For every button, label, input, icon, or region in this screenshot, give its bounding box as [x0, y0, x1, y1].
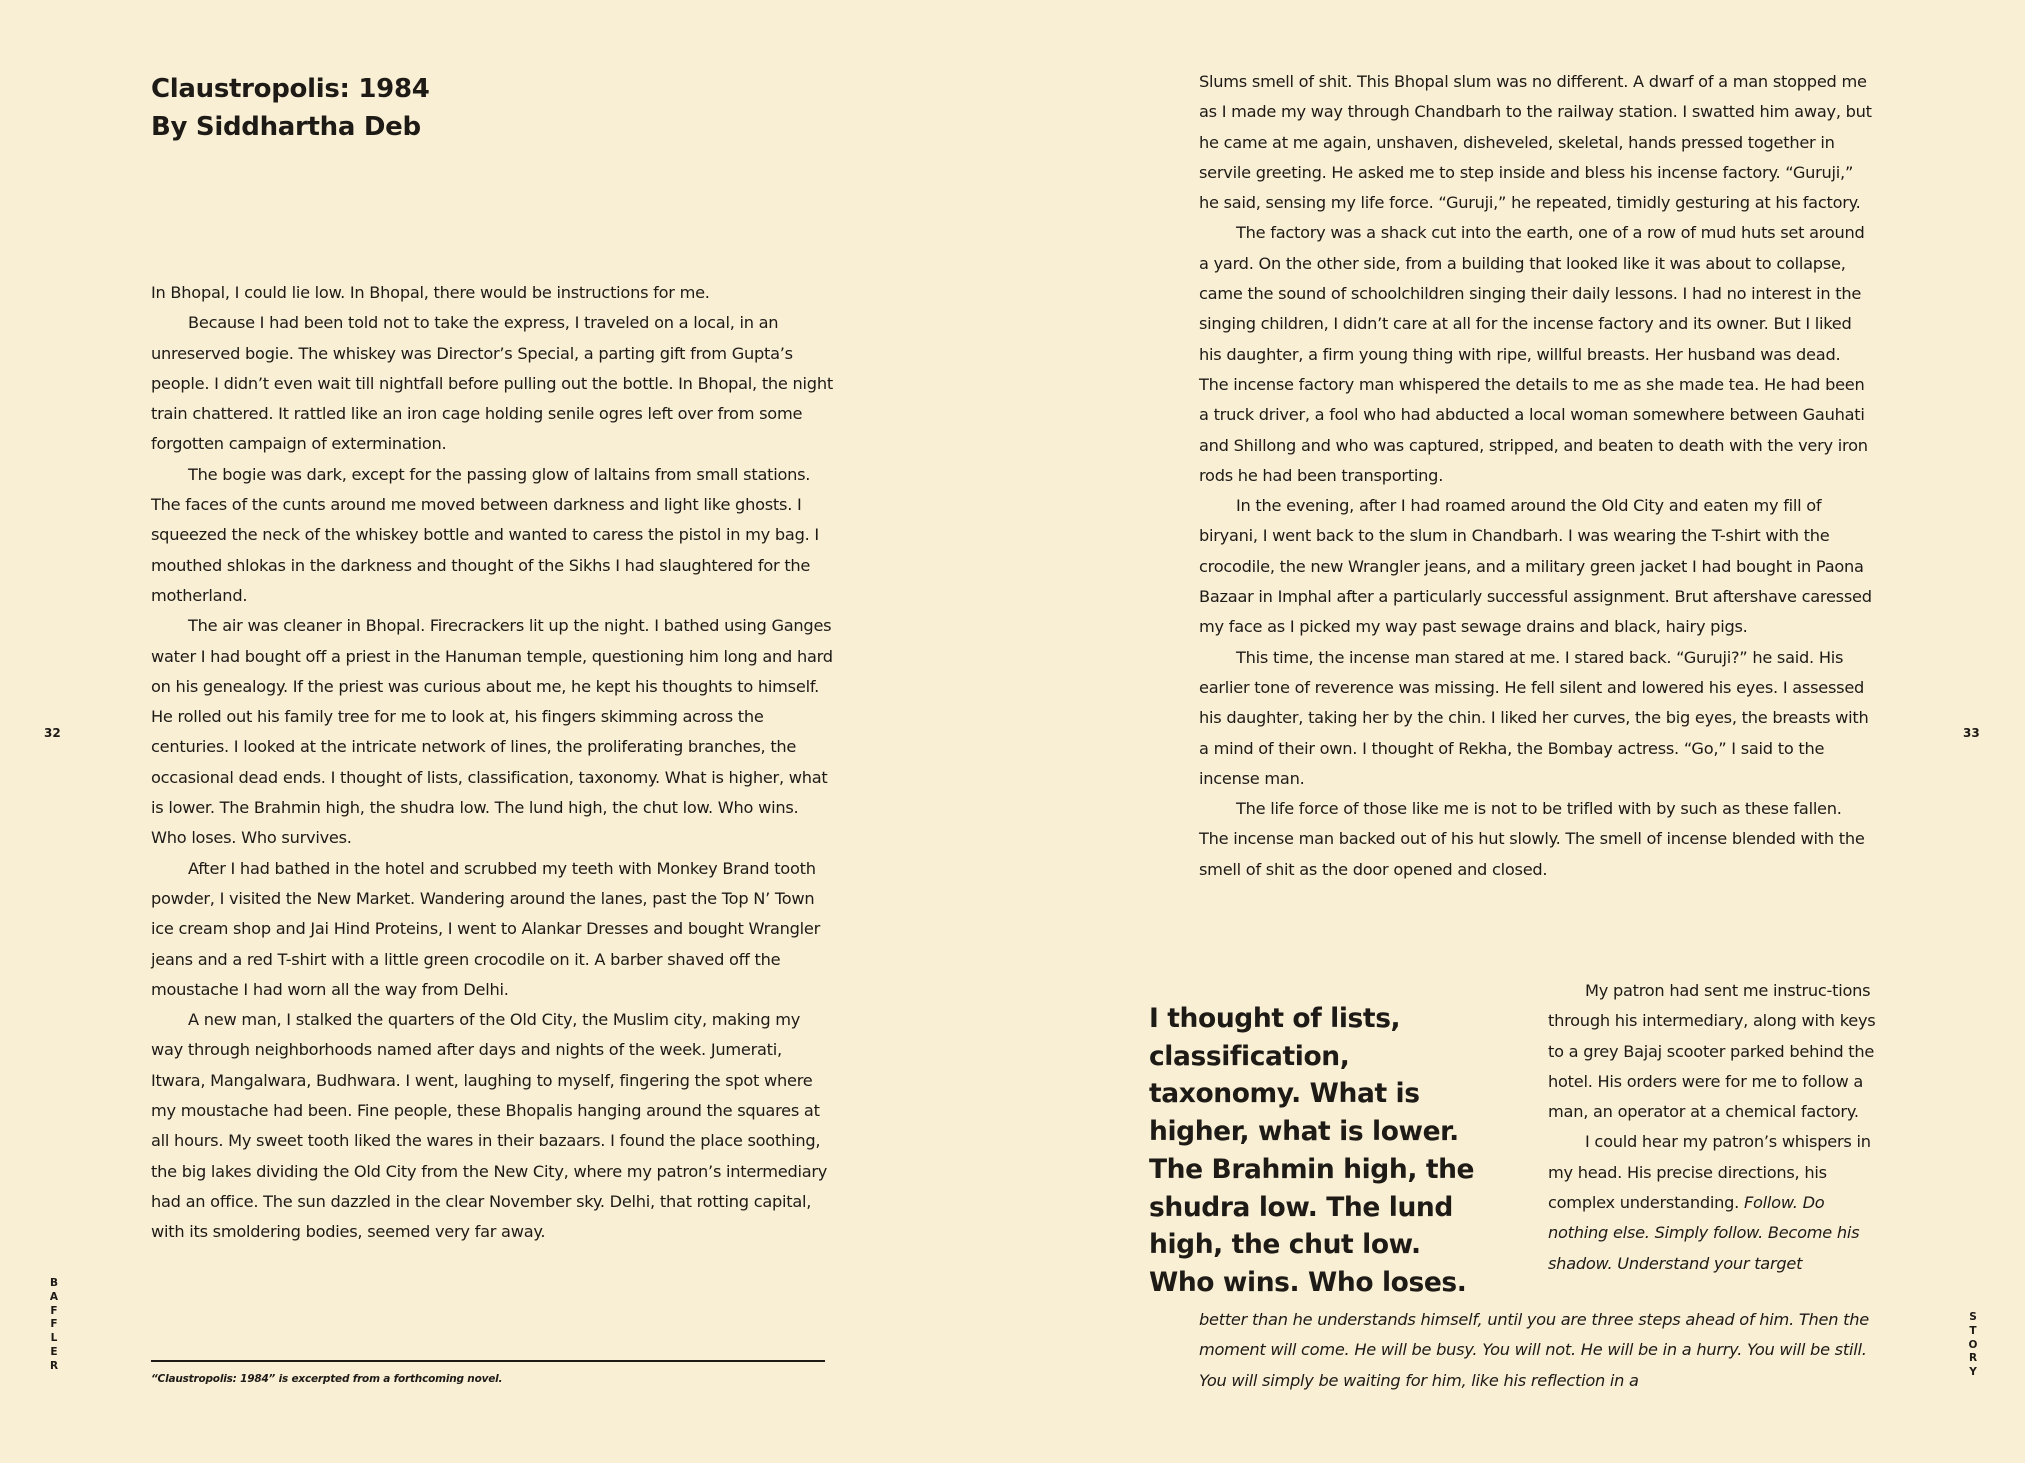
paragraph: In Bhopal, I could lie low. In Bhopal, there would be instructions for me. — [151, 283, 710, 302]
paragraph: Because I had been told not to take the express, I traveled on a local, in an unreserved bogie. The whiskey was Director’s Special, a parting gift from Gupta’s people. I didn’t even wait till nightfall before pulling out the bottle. In Bhopal, the night train chattered. It rattled like an iron cage holding senile ogres left over from some forgotten campaign of extermination. — [151, 313, 833, 454]
paragraph: The bogie was dark, except for the passing glow of laltains from small stations. The faces of the cunts around me moved between darkness and light like ghosts. I squeezed the neck of the whiskey bottle and wanted to caress the pistol in my bag. I mouthed shlokas in the darkness and thought of the Sikhs I had slaughtered for the motherland. — [151, 464, 819, 605]
narrow-column-body — [1548, 976, 1878, 1279]
footnote: “Claustropolis: 1984” is excerpted from a forthcoming novel. — [151, 1373, 503, 1385]
paragraph: The life force of those like me is not to be trifled with by such as these fallen. The incense man backed out of his hut slowly. The smell of incense blended with the smell of shit as the door opened and closed. — [1199, 799, 1865, 879]
running-head-letter: L — [50, 1332, 58, 1345]
footnote-rule — [151, 1360, 825, 1362]
page-number-left: 32 — [44, 726, 61, 740]
paragraph: After I had bathed in the hotel and scrubbed my teeth with Monkey Brand tooth powder, I visited the New Market. Wandering around the lanes, past the Top N’ Town ice cream shop and Jai Hind Proteins, I went to Alankar Dresses and bought Wrangler jeans and a red T-shirt with a little green crocodile on it. A barber shaved off the moustache I had worn all the way from Delhi. — [151, 858, 821, 999]
paragraph: This time, the incense man stared at me. I stared back. “Guruji?” he said. His earlier tone of reverence was missing. He fell silent and lowered his eyes. I assessed his daughter, taking her by the chin. I liked her curves, the big eyes, the breasts with a mind of their own. I thought of Rekha, the Bombay actress. “Go,” I said to the incense man. — [1199, 647, 1869, 788]
paragraph: In the evening, after I had roamed around the Old City and eaten my fill of biryani, I went back to the slum in Chandbarh. I was wearing the T-shirt with the crocodile, the new Wrangler jeans, and a military green jacket I had bought in Paona Bazaar in Imphal after a particularly successful assignment. Brut aftershave caressed my face as I picked my way past sewage drains and black, hairy pigs. — [1199, 496, 1872, 637]
running-head-letter: F — [50, 1318, 58, 1331]
running-head-letter: A — [49, 1290, 59, 1303]
paragraph-roman-text: I could hear my patron’s whispers in my head. His precise directions, his complex understanding. — [1548, 1132, 1871, 1213]
running-head-letter: R — [1968, 1352, 1978, 1365]
paragraph: The factory was a shack cut into the earth, one of a row of mud huts set around a yard. On the other side, from a building that looked like it was about to collapse, came the sound of schoolchildren singing their daily lessons. I had no interest in the singing children, I didn’t care at all for the incense factory and its owner. But I liked his daughter, a firm young thing with ripe, willful breasts. Her husband was dead. The incense factory man whispered the details to me as she made tea. He had been a truck driver, a fool who had abducted a local woman somewhere between Gauhati and Shillong and who was captured, stripped, and beaten to death with the very iron rods he had been transporting. — [1199, 223, 1868, 485]
paragraph-italic-text: Follow. Do nothing else. Simply follow. Become his shadow. Understand your target — [1548, 1193, 1860, 1273]
right-column-body — [1199, 67, 1874, 885]
paragraph: Slums smell of shit. This Bhopal slum was no different. A dwarf of a man stopped me as I made my way through Chandbarh to the railway station. I swatted him away, but he came at me again, unshaven, disheveled, skeletal, hands pressed together in servile greeting. He asked me to step inside and bless his incense factory. “Guruji,” he said, sensing my life force. “Guruji,” he repeated, timidly gesturing at his factory. — [1199, 72, 1872, 213]
running-head-letter: B — [49, 1277, 58, 1289]
paragraph: My patron had sent me instruc-tions through his intermediary, along with keys to a grey Bajaj scooter parked behind the hotel. His orders were for me to follow a man, an operator at a chemical factory. — [1548, 981, 1876, 1122]
running-head-letter: E — [50, 1345, 58, 1358]
running-head-letter: S — [1969, 1311, 1977, 1323]
byline: By Siddhartha Deb — [151, 112, 421, 142]
running-head-letter: O — [1968, 1338, 1978, 1351]
running-head-baffler — [47, 1277, 61, 1374]
running-head-story — [1966, 1311, 1980, 1380]
left-column-body — [151, 278, 836, 1248]
paragraph — [1548, 1127, 1878, 1278]
paragraph: The air was cleaner in Bhopal. Firecrackers lit up the night. I bathed using Ganges water I had bought off a priest in the Hanuman temple, questioning him long and hard on his genealogy. If the priest was curious about me, he kept his thoughts to himself. He rolled out his family tree for me to look at, his fingers skimming across the centuries. I looked at the intricate network of lines, the proliferating branches, the occasional dead ends. I thought of lists, classification, taxonomy. What is higher, what is lower. The Brahmin high, the shudra low. The lund high, the chut low. Who wins. Who loses. Who survives. — [151, 616, 833, 848]
paragraph: A new man, I stalked the quarters of the Old City, the Muslim city, making my way through neighborhoods named after days and nights of the week. Jumerati, Itwara, Mangalwara, Budhwara. I went, laughing to myself, fingering the spot where my moustache had been. Fine people, these Bhopalis hanging around the squares at all hours. My sweet tooth liked the wares in their bazaars. I found the place soothing, the big lakes dividing the Old City from the New City, where my patron’s intermediary had an office. The sun dazzled in the clear November sky. Delhi, that rotting capital, with its smoldering bodies, seemed very far away. — [151, 1010, 828, 1242]
running-head-letter: R — [49, 1359, 59, 1372]
title-line: Claustropolis: 1984 — [151, 74, 430, 104]
running-head-letter: F — [50, 1304, 58, 1317]
running-head-letter: Y — [1969, 1366, 1977, 1379]
running-head-letter: T — [1969, 1324, 1977, 1337]
page-number-right: 33 — [1963, 726, 1980, 740]
bottom-italic-body — [1199, 1305, 1874, 1396]
paragraph: better than he understands himself, until you are three steps ahead of him. Then the moment will come. He will be busy. You will not. He will be in a hurry. You will be still. You will simply be waiting for him, like his reflection in a — [1199, 1310, 1869, 1390]
article-title — [151, 70, 430, 146]
pull-quote: I thought of lists, classification, taxonomy. What is higher, what is lower. The Brahmin high, the shudra low. The lund high, the chut low. Who wins. Who loses. — [1149, 1003, 1475, 1298]
